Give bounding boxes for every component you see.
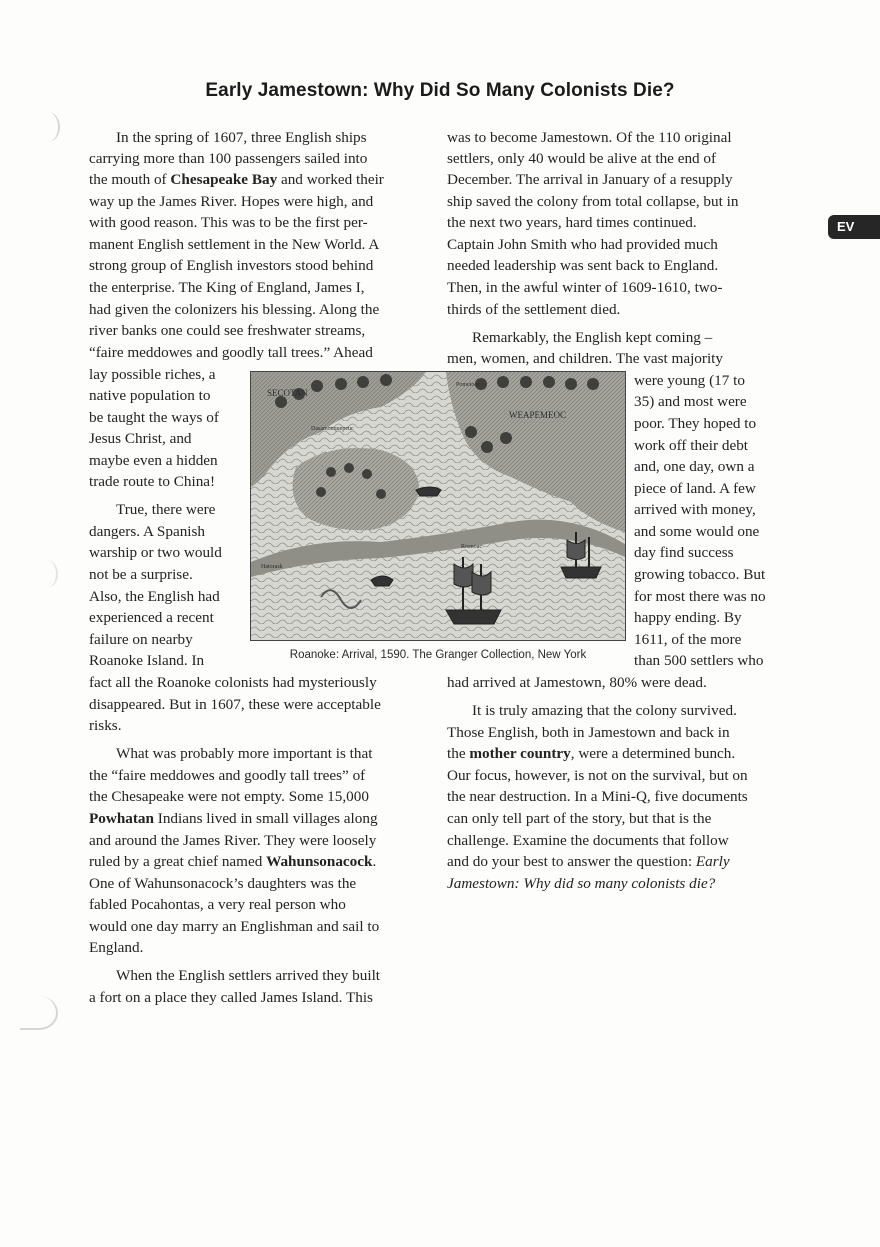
text-line: native population to <box>89 387 211 404</box>
figure-caption: Roanoke: Arrival, 1590. The Granger Collection, New York <box>289 649 587 661</box>
text-line: December. The arrival in January of a resupply <box>447 171 733 188</box>
text-line: In the spring of 1607, three English ships <box>116 129 367 146</box>
text-line: arrived with money, <box>634 501 756 518</box>
text-line: experienced a recent <box>89 609 214 626</box>
text-line: can only tell part of the story, but that is the <box>447 810 712 827</box>
map-label: WEAPEMEOC <box>509 410 566 420</box>
text-line: risks. <box>89 717 122 734</box>
text-line: fabled Pocahontas, a very real person who <box>89 896 346 913</box>
text-line: way up the James River. Hopes were high, and <box>89 193 374 210</box>
text-line: day find success <box>634 544 734 561</box>
text-line: and around the James River. They were loosely <box>89 832 377 849</box>
text-line: warship or two would <box>89 544 222 561</box>
text-line: maybe even a hidden <box>89 452 218 469</box>
text-line: settlers, only 40 would be alive at the end of <box>447 150 717 167</box>
map-label: SECOTAN <box>267 388 308 398</box>
text-line: Remarkably, the English kept coming – <box>472 329 713 346</box>
roanoke-engraving <box>250 371 626 641</box>
section-tab: EV <box>828 215 880 239</box>
text-line: growing tobacco. But <box>634 566 766 583</box>
text-line: fact all the Roanoke colonists had mysteriously <box>89 674 377 691</box>
text-line: challenge. Examine the documents that follow <box>447 832 729 849</box>
text-line: When the English settlers arrived they built <box>116 967 381 984</box>
text-line: Jamestown: Why did so many colonists die? <box>447 875 716 892</box>
text-line: were young (17 to <box>634 372 745 389</box>
text-line: the Chesapeake were not empty. Some 15,000 <box>89 788 369 805</box>
text-line: Roanoke Island. In <box>89 652 205 669</box>
text-line: river banks one could see freshwater streams, <box>89 322 366 339</box>
text-line: carrying more than 100 passengers sailed into <box>89 150 368 167</box>
text-line: One of Wahunsonacock’s daughters was the <box>89 875 357 892</box>
text-line: and do your best to answer the question: Early <box>447 853 730 870</box>
text-line: piece of land. A few <box>634 480 756 497</box>
text-line: It is truly amazing that the colony survived. <box>472 702 737 719</box>
text-line: and some would one <box>634 523 760 540</box>
text-line: 35) and most were <box>634 393 747 410</box>
map-label: Dasamonquepeuc <box>311 426 354 432</box>
text-line: ruled by a great chief named Wahunsonacock. <box>89 853 377 870</box>
text-line: Jesus Christ, and <box>89 430 192 447</box>
text-line: 1611, of the more <box>634 631 742 648</box>
text-line: ship saved the colony from total collapse, but in <box>447 193 739 210</box>
map-label: Hatorask <box>261 564 283 570</box>
map-label: Roanoac <box>461 544 482 550</box>
page-title: Early Jamestown: Why Did So Many Colonists Die? <box>205 80 675 101</box>
text-line: had arrived at Jamestown, 80% were dead. <box>447 674 707 691</box>
text-line: lay possible riches, a <box>89 366 216 383</box>
text-line: the mouth of Chesapeake Bay and worked their <box>89 171 384 188</box>
text-line: work off their debt <box>634 437 749 454</box>
text-line: True, there were <box>116 501 216 518</box>
text-line: with good reason. This was to be the first per- <box>89 214 368 231</box>
text-line: men, women, and children. The vast majority <box>447 350 723 367</box>
text-line: poor. They hoped to <box>634 415 757 432</box>
text-line: “faire meddowes and goodly tall trees.” Ahead <box>89 344 373 361</box>
text-line: Also, the English had <box>89 588 220 605</box>
text-line: was to become Jamestown. Of the 110 original <box>447 129 732 146</box>
text-line: Powhatan Indians lived in small villages along <box>89 810 378 827</box>
text-line: for most there was no <box>634 588 766 605</box>
text-line: Then, in the awful winter of 1609-1610, two- <box>447 279 723 296</box>
text-line: a fort on a place they called James Island. This <box>89 989 373 1006</box>
text-line: the enterprise. The King of England, James I, <box>89 279 365 296</box>
text-line: the mother country, were a determined bunch. <box>447 745 736 762</box>
text-line: the near destruction. In a Mini-Q, five documents <box>447 788 748 805</box>
text-line: Those English, both in Jamestown and back in <box>447 724 730 741</box>
text-line: dangers. A Spanish <box>89 523 206 540</box>
text-line: Our focus, however, is not on the survival, but on <box>447 767 748 784</box>
text-line: manent English settlement in the New World. A <box>89 236 380 253</box>
text-line: than 500 settlers who <box>634 652 764 669</box>
text-line: not be a surprise. <box>89 566 193 583</box>
roanoke-map-illustration <box>251 372 625 640</box>
map-label: Pomeiooc <box>456 382 480 388</box>
text-line: thirds of the settlement died. <box>447 301 621 318</box>
binder-hole-top <box>36 112 60 142</box>
text-line: the next two years, hard times continued. <box>447 214 697 231</box>
text-line: would one day marry an Englishman and sail to <box>89 918 380 935</box>
text-line: be taught the ways of <box>89 409 219 426</box>
binder-hole-middle <box>36 560 58 588</box>
text-line: the “faire meddowes and goodly tall trees” of <box>89 767 366 784</box>
text-line: England. <box>89 939 144 956</box>
text-line: had given the colonizers his blessing. Along the <box>89 301 380 318</box>
text-line: What was probably more important is that <box>116 745 373 762</box>
text-line: strong group of English investors stood behind <box>89 257 374 274</box>
text-line: and, one day, own a <box>634 458 755 475</box>
text-line: trade route to China! <box>89 473 216 490</box>
text-line: failure on nearby <box>89 631 193 648</box>
binder-hole-bottom <box>20 996 58 1030</box>
text-line: disappeared. But in 1607, these were acceptable <box>89 696 381 713</box>
text-line: happy ending. By <box>634 609 742 626</box>
text-line: needed leadership was sent back to England. <box>447 257 719 274</box>
text-line: Captain John Smith who had provided much <box>447 236 718 253</box>
